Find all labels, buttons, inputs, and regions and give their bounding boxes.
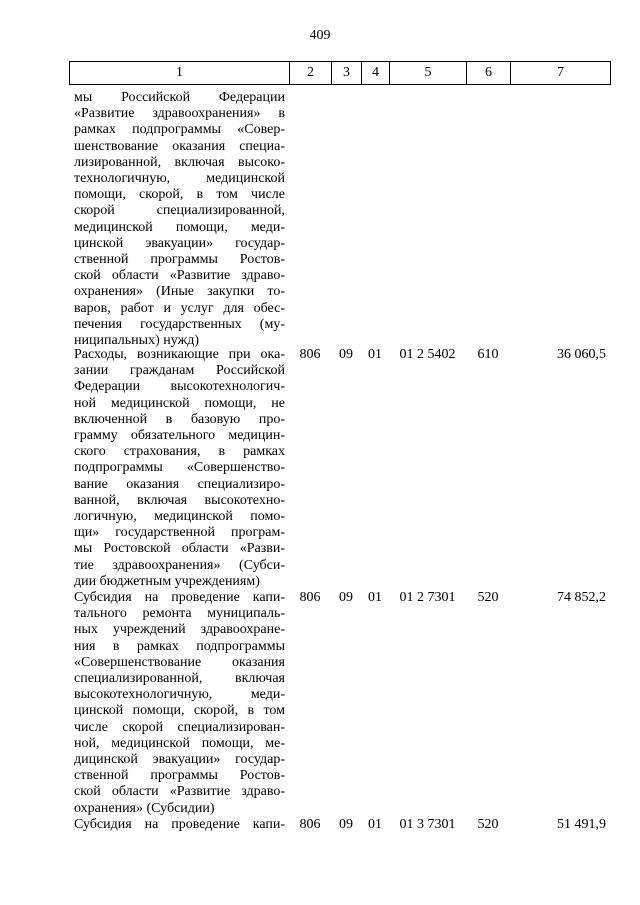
description-line: Субсидия на проведение капи- [74, 817, 285, 832]
description-line: технологичную, медицинской [74, 171, 285, 187]
description-line: медицинской помощи, меди- [74, 219, 285, 235]
cell-target-article: 01 2 5402 [399, 347, 456, 362]
cell-section: 09 [339, 347, 353, 362]
description-line: высокотехнологичную, меди- [74, 687, 285, 703]
description-line: охранения» (Иные закупки то- [74, 284, 285, 300]
description-line: Расходы, возникающие при ока- [74, 347, 285, 362]
column-header-6: 6 [467, 62, 511, 85]
cell-section: 09 [339, 817, 353, 832]
description-line: скорой специализированной, [74, 203, 285, 219]
description-line: включенной в базовую про- [74, 411, 285, 427]
description-line: ванной, включая высокотехно- [74, 492, 285, 508]
description-line: рамках подпрограммы «Совер- [74, 122, 285, 138]
row-description [74, 347, 285, 590]
description-line: ственной программы Ростов- [74, 768, 285, 784]
column-header-2: 2 [290, 62, 332, 85]
row-description [74, 817, 285, 833]
description-line: мы Ростовской области «Разви- [74, 541, 285, 557]
description-line: лизированной, включая высоко- [74, 154, 285, 170]
description-line: ния в рамках подпрограммы [74, 638, 285, 654]
description-line: зании гражданам Российской [74, 363, 285, 379]
cell-subsection: 01 [368, 347, 382, 362]
description-line: ской области «Развитие здраво- [74, 268, 285, 284]
description-line: помощи, скорой, в том числе [74, 187, 285, 203]
cell-admin-code: 806 [299, 347, 321, 362]
description-line: цинской помощи, скорой, в том [74, 703, 285, 719]
row-description [74, 90, 285, 349]
cell-section: 09 [339, 590, 353, 605]
column-header-7: 7 [511, 62, 611, 85]
description-line: грамму обязательного медицин- [74, 428, 285, 444]
description-line: числе скорой специализирован- [74, 719, 285, 735]
description-line: охранения» (Субсидии) [74, 800, 215, 816]
description-line: ской области «Развитие здраво- [74, 784, 285, 800]
description-line: вание оказания специализиро- [74, 476, 285, 492]
cell-subsection: 01 [368, 817, 382, 832]
cell-expense-type: 520 [477, 590, 499, 605]
description-line: варов, работ и услуг для обес- [74, 300, 285, 316]
description-line: дии бюджетным учреждениям) [74, 573, 260, 589]
description-line: ной медицинской помощи, не [74, 395, 285, 411]
description-line: логичную, медицинской помо- [74, 509, 285, 525]
description-line: мы Российской Федерации [74, 90, 285, 105]
description-line: печения государственных (му- [74, 316, 285, 332]
cell-admin-code: 806 [299, 817, 321, 832]
cell-expense-type: 610 [477, 347, 499, 362]
description-line: специализированной, включая [74, 671, 285, 687]
description-line: «Совершенствование оказания [74, 654, 285, 670]
description-line: подпрограммы «Совершенство- [74, 460, 285, 476]
column-header-3: 3 [332, 62, 362, 85]
description-line: «Развитие здравоохранения» в [74, 106, 285, 122]
description-line: ных учреждений здравоохране- [74, 622, 285, 638]
description-line: шенствование оказания специа- [74, 138, 285, 154]
column-header-1: 1 [70, 62, 290, 85]
cell-target-article: 01 3 7301 [399, 817, 456, 832]
table-header [69, 61, 611, 85]
description-line: щи» государственной програм- [74, 525, 285, 541]
column-header-4: 4 [362, 62, 390, 85]
description-line: ского страхования, в рамках [74, 444, 285, 460]
description-line: Федерации высокотехнологич- [74, 379, 285, 395]
description-line: цинской эвакуации» государ- [74, 235, 285, 251]
cell-target-article: 01 2 7301 [399, 590, 456, 605]
description-line: тального ремонта муниципаль- [74, 606, 285, 622]
description-line: ственной программы Ростов- [74, 252, 285, 268]
description-line: ной, медицинской помощи, ме- [74, 735, 285, 751]
description-line: дицинской эвакуации» государ- [74, 752, 285, 768]
column-header-5: 5 [390, 62, 467, 85]
cell-amount: 74 852,2 [557, 590, 606, 605]
cell-admin-code: 806 [299, 590, 321, 605]
cell-subsection: 01 [368, 590, 382, 605]
row-description [74, 590, 285, 817]
cell-amount: 36 060,5 [557, 347, 606, 362]
description-line: тие здравоохранения» (Субси- [74, 557, 285, 573]
description-line: ниципальных) нужд) [74, 333, 199, 349]
cell-expense-type: 520 [477, 817, 499, 832]
cell-amount: 51 491,9 [557, 817, 606, 832]
page-number: 409 [309, 28, 331, 43]
description-line: Субсидия на проведение капи- [74, 590, 285, 605]
